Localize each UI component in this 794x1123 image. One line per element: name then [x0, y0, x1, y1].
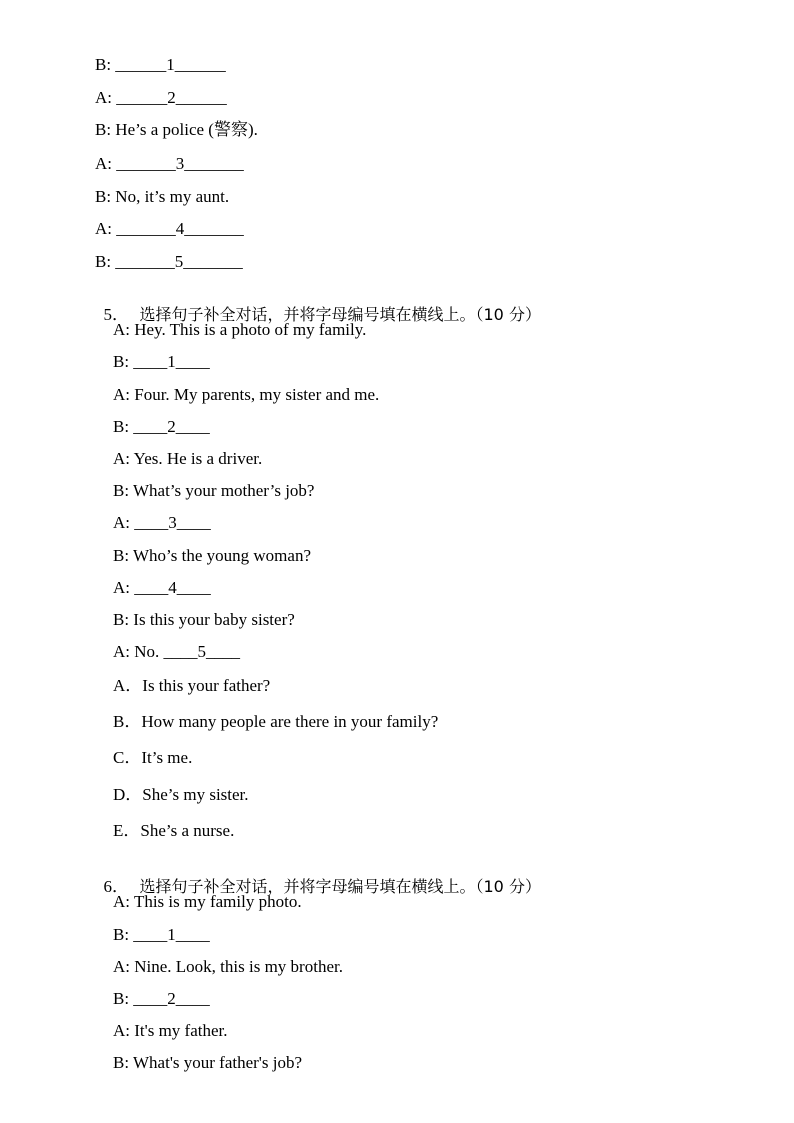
dialogue-line: B: Is this your baby sister? — [113, 610, 295, 629]
dialogue-line: B: No, it’s my aunt. — [95, 187, 230, 206]
dialogue-line: A: It's my father. — [113, 1021, 228, 1040]
dialogue-line: A: _______4_______ — [95, 219, 244, 238]
question-number: 6． — [103, 877, 129, 896]
dialogue-line: A: Four. My parents, my sister and me. — [113, 385, 380, 404]
dialogue-line: B: What's your father's job? — [113, 1053, 302, 1072]
dialogue-line: B: ____2____ — [113, 417, 210, 436]
dialogue-line: A: This is my family photo. — [113, 892, 302, 911]
question-instruction: 选择句子补全对话，并将字母编号填在横线上。（10 分） — [139, 305, 541, 324]
answer-option: E．She’s a nurse. — [113, 821, 235, 840]
question-number: 5． — [103, 305, 129, 324]
question-6-heading — [95, 857, 541, 897]
dialogue-line: B: ____1____ — [113, 352, 210, 371]
dialogue-line: A: _______3_______ — [95, 154, 244, 173]
dialogue-line: A: Hey. This is a photo of my family. — [113, 320, 367, 339]
dialogue-line: A: ____4____ — [113, 578, 211, 597]
answer-option: C．It’s me. — [113, 748, 193, 767]
question-instruction: 选择句子补全对话，并将字母编号填在横线上。（10 分） — [139, 877, 541, 896]
dialogue-line: A: No. ____5____ — [113, 642, 241, 661]
answer-option: A．Is this your father? — [113, 676, 271, 695]
dialogue-line: A: Yes. He is a driver. — [113, 449, 263, 468]
dialogue-line: A: ____3____ — [113, 513, 211, 532]
answer-option: B．How many people are there in your family? — [113, 712, 439, 731]
dialogue-line: B: Who’s the young woman? — [113, 546, 311, 565]
dialogue-line: A: Nine. Look, this is my brother. — [113, 957, 343, 976]
dialogue-line: B: ______1______ — [95, 55, 226, 74]
dialogue-line: A: ______2______ — [95, 88, 227, 107]
dialogue-line: B: What’s your mother’s job? — [113, 481, 315, 500]
dialogue-line: B: _______5_______ — [95, 252, 243, 271]
answer-option: D．She’s my sister. — [113, 785, 249, 804]
dialogue-line: B: He’s a police (警察). — [95, 120, 258, 139]
dialogue-line: B: ____2____ — [113, 989, 210, 1008]
question-5-heading — [95, 285, 541, 325]
dialogue-line: B: ____1____ — [113, 925, 210, 944]
